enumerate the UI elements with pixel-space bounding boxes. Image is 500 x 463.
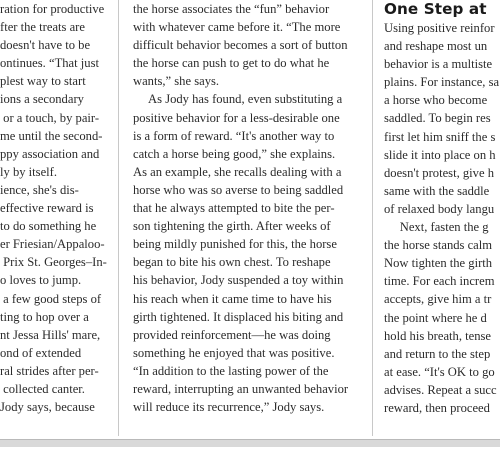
middle-column-line: “In addition to the lasting power of the (133, 363, 329, 378)
middle-column-line: horse who was so averse to being saddled (133, 182, 344, 197)
middle-column-line: girth tightened. It displaced his biting and (133, 309, 344, 324)
middle-column-line: the horse associates the “fun” behavior (133, 2, 330, 16)
left-column-line: ly by itself. (0, 164, 58, 179)
left-column-line: plest way to start (0, 74, 86, 89)
sidebar-line: same with the saddle (384, 183, 490, 198)
sidebar-line: Using positive reinfor (384, 21, 495, 35)
left-column-line: ontinues. “That just (0, 56, 99, 71)
sidebar-line: a horse who become (384, 93, 488, 108)
sidebar-line: at ease. “It's OK to go (384, 364, 495, 379)
middle-column-line: his reach when it came time to have his (133, 291, 332, 306)
sidebar-line: doesn't protest, give h (384, 165, 494, 180)
left-column-line: to do something he (0, 219, 97, 234)
left-column-line: ting to hop over a (0, 309, 89, 324)
middle-column-line: catch a horse being good,” she explains. (133, 146, 336, 161)
middle-column-line: will reduce its recurrence,” Jody says. (133, 400, 325, 415)
left-column-line: doesn't have to be (0, 38, 91, 53)
sidebar-line: Now tighten the girth (384, 256, 493, 271)
sidebar-column (384, 0, 500, 417)
sidebar-line: Next, fasten the g (384, 220, 489, 235)
middle-text-column (133, 0, 365, 416)
sidebar-line: hold his breath, tense (384, 328, 492, 343)
left-column-line: a few good steps of (0, 291, 102, 306)
sidebar-line: accepts, give him a tr (384, 292, 492, 307)
left-column-line: or a touch, by pair- (0, 110, 100, 125)
sidebar-line: and return to the step (384, 346, 491, 361)
middle-column-line: provided reinforcement—he was doing (133, 327, 331, 342)
sidebar-line: slide it into place on h (384, 147, 496, 162)
middle-column-line: son tightening the girth. After weeks of (133, 219, 331, 234)
left-column-line: ond of extended (0, 345, 82, 360)
middle-column-line: is a form of reward. “It's another way to (133, 128, 335, 143)
left-column-line: ral strides after per- (0, 363, 99, 378)
sidebar-line: reward, then proceed (384, 400, 490, 415)
middle-column-line: his behavior, Jody suspended a toy within (133, 273, 344, 288)
sidebar-line: first let him sniff the s (384, 129, 496, 144)
sidebar-line: saddled. To begin res (384, 111, 491, 126)
middle-column-line: difficult behavior becomes a sort of button (133, 38, 348, 53)
left-column-line: ppy association and (0, 146, 100, 161)
sidebar-line: the horse stands calm (384, 238, 493, 253)
middle-column-line: the horse can push to get to do what he (133, 56, 330, 71)
left-column-line: o loves to jump. (0, 273, 82, 288)
left-column-line: ions a secondary (0, 92, 84, 107)
sidebar-line: advises. Repeat a succ (384, 382, 497, 397)
left-column-line: fter the treats are (0, 20, 85, 35)
left-column-line: effective reward is (0, 201, 94, 216)
left-column-line: er Friesian/Appaloo- (0, 237, 105, 252)
middle-column-line: with whatever came before it. “The more (133, 20, 341, 35)
sidebar-line: the point where he d (384, 310, 487, 325)
sidebar-line: and reshape most un (384, 39, 488, 54)
middle-column-line: began to bite his own chest. To reshape (133, 255, 331, 270)
bottom-rule (0, 440, 500, 447)
sidebar-title: One Step at (384, 0, 487, 18)
left-column-line: Jody says, because (0, 400, 95, 415)
middle-column-line: wants,” she says. (133, 74, 220, 89)
middle-column-line: As an example, she recalls dealing with a (133, 164, 342, 179)
sidebar-line: of relaxed body langu (384, 201, 495, 216)
left-column-line: nt Jessa Hills' mare, (0, 327, 101, 342)
middle-column-line: being mildly punished for this, the horse (133, 237, 337, 252)
middle-column-line: As Jody has found, even substituting a (133, 92, 343, 107)
sidebar-line: plains. For instance, sa (384, 75, 500, 90)
middle-column-line: reward, interrupting an unwanted behavior (133, 381, 349, 396)
middle-column-line: positive behavior for a less-desirable one (133, 110, 340, 125)
middle-column-line: that he always attempted to bite the per- (133, 201, 335, 216)
column-divider-left (118, 0, 119, 436)
sidebar-line: behavior is a multiste (384, 57, 493, 72)
middle-column-line: something he enjoyed that was positive. (133, 345, 335, 360)
left-column-line: ration for productive (0, 2, 105, 16)
column-divider-right (372, 0, 373, 436)
left-column-line: ience, she's dis- (0, 182, 79, 197)
left-text-column (0, 0, 107, 416)
left-column-line: Prix St. Georges–In- (0, 255, 107, 270)
left-column-line: collected canter. (0, 381, 85, 396)
left-column-line: me until the second- (0, 128, 103, 143)
sidebar-line: time. For each increm (384, 274, 495, 289)
